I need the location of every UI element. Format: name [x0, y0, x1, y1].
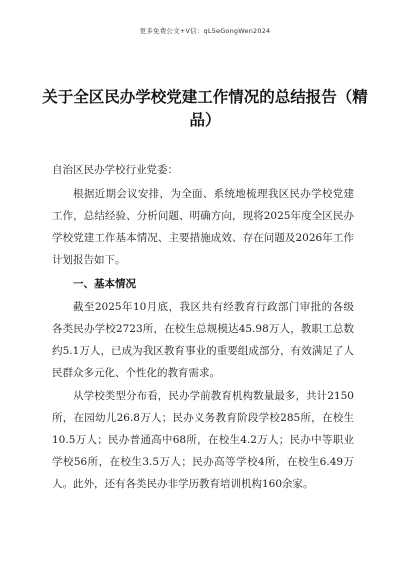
section-heading: 一、基本情况: [73, 278, 136, 290]
document-title: 关于全区民办学校党建工作情况的总结报告（精品）: [42, 88, 368, 129]
salutation: 自治区民办学校行业党委：: [52, 164, 178, 176]
paragraph-distribution: 从学校类型分布看，民办学前教育机构数量最多，共计2150所，在园幼儿26.8万人；民办义务教育阶段学校285所，在校生10.5万人；民办普通高中68所，在校生4.2万人；民办中等职业学校56所，在校生3.5万人；民办高等学校4所，在校生6.49万人。此外，还有各类民办非学历教育培训机构160余家。: [52, 390, 354, 490]
paragraph-overview: 截至2025年10月底，我区共有经教育行政部门审批的各级各类民办学校2723所，在校生总规模达45.98万人，教职工总数约5.1万人，已成为我区教育事业的重要组成部分，有效满足了人民群众多元化、个性化的教育需求。: [52, 301, 354, 379]
header-note: 更多免费公文+V信：qL5eGongWen2024: [139, 27, 271, 35]
paragraph-intro: 根据近期会议安排，为全面、系统地梳理我区民办学校党建工作，总结经验、分析问题、明确方向，现将2025年度全区民办学校党建工作基本情况、主要措施成效、存在问题及2026年工作计划报告如下。: [52, 188, 354, 266]
